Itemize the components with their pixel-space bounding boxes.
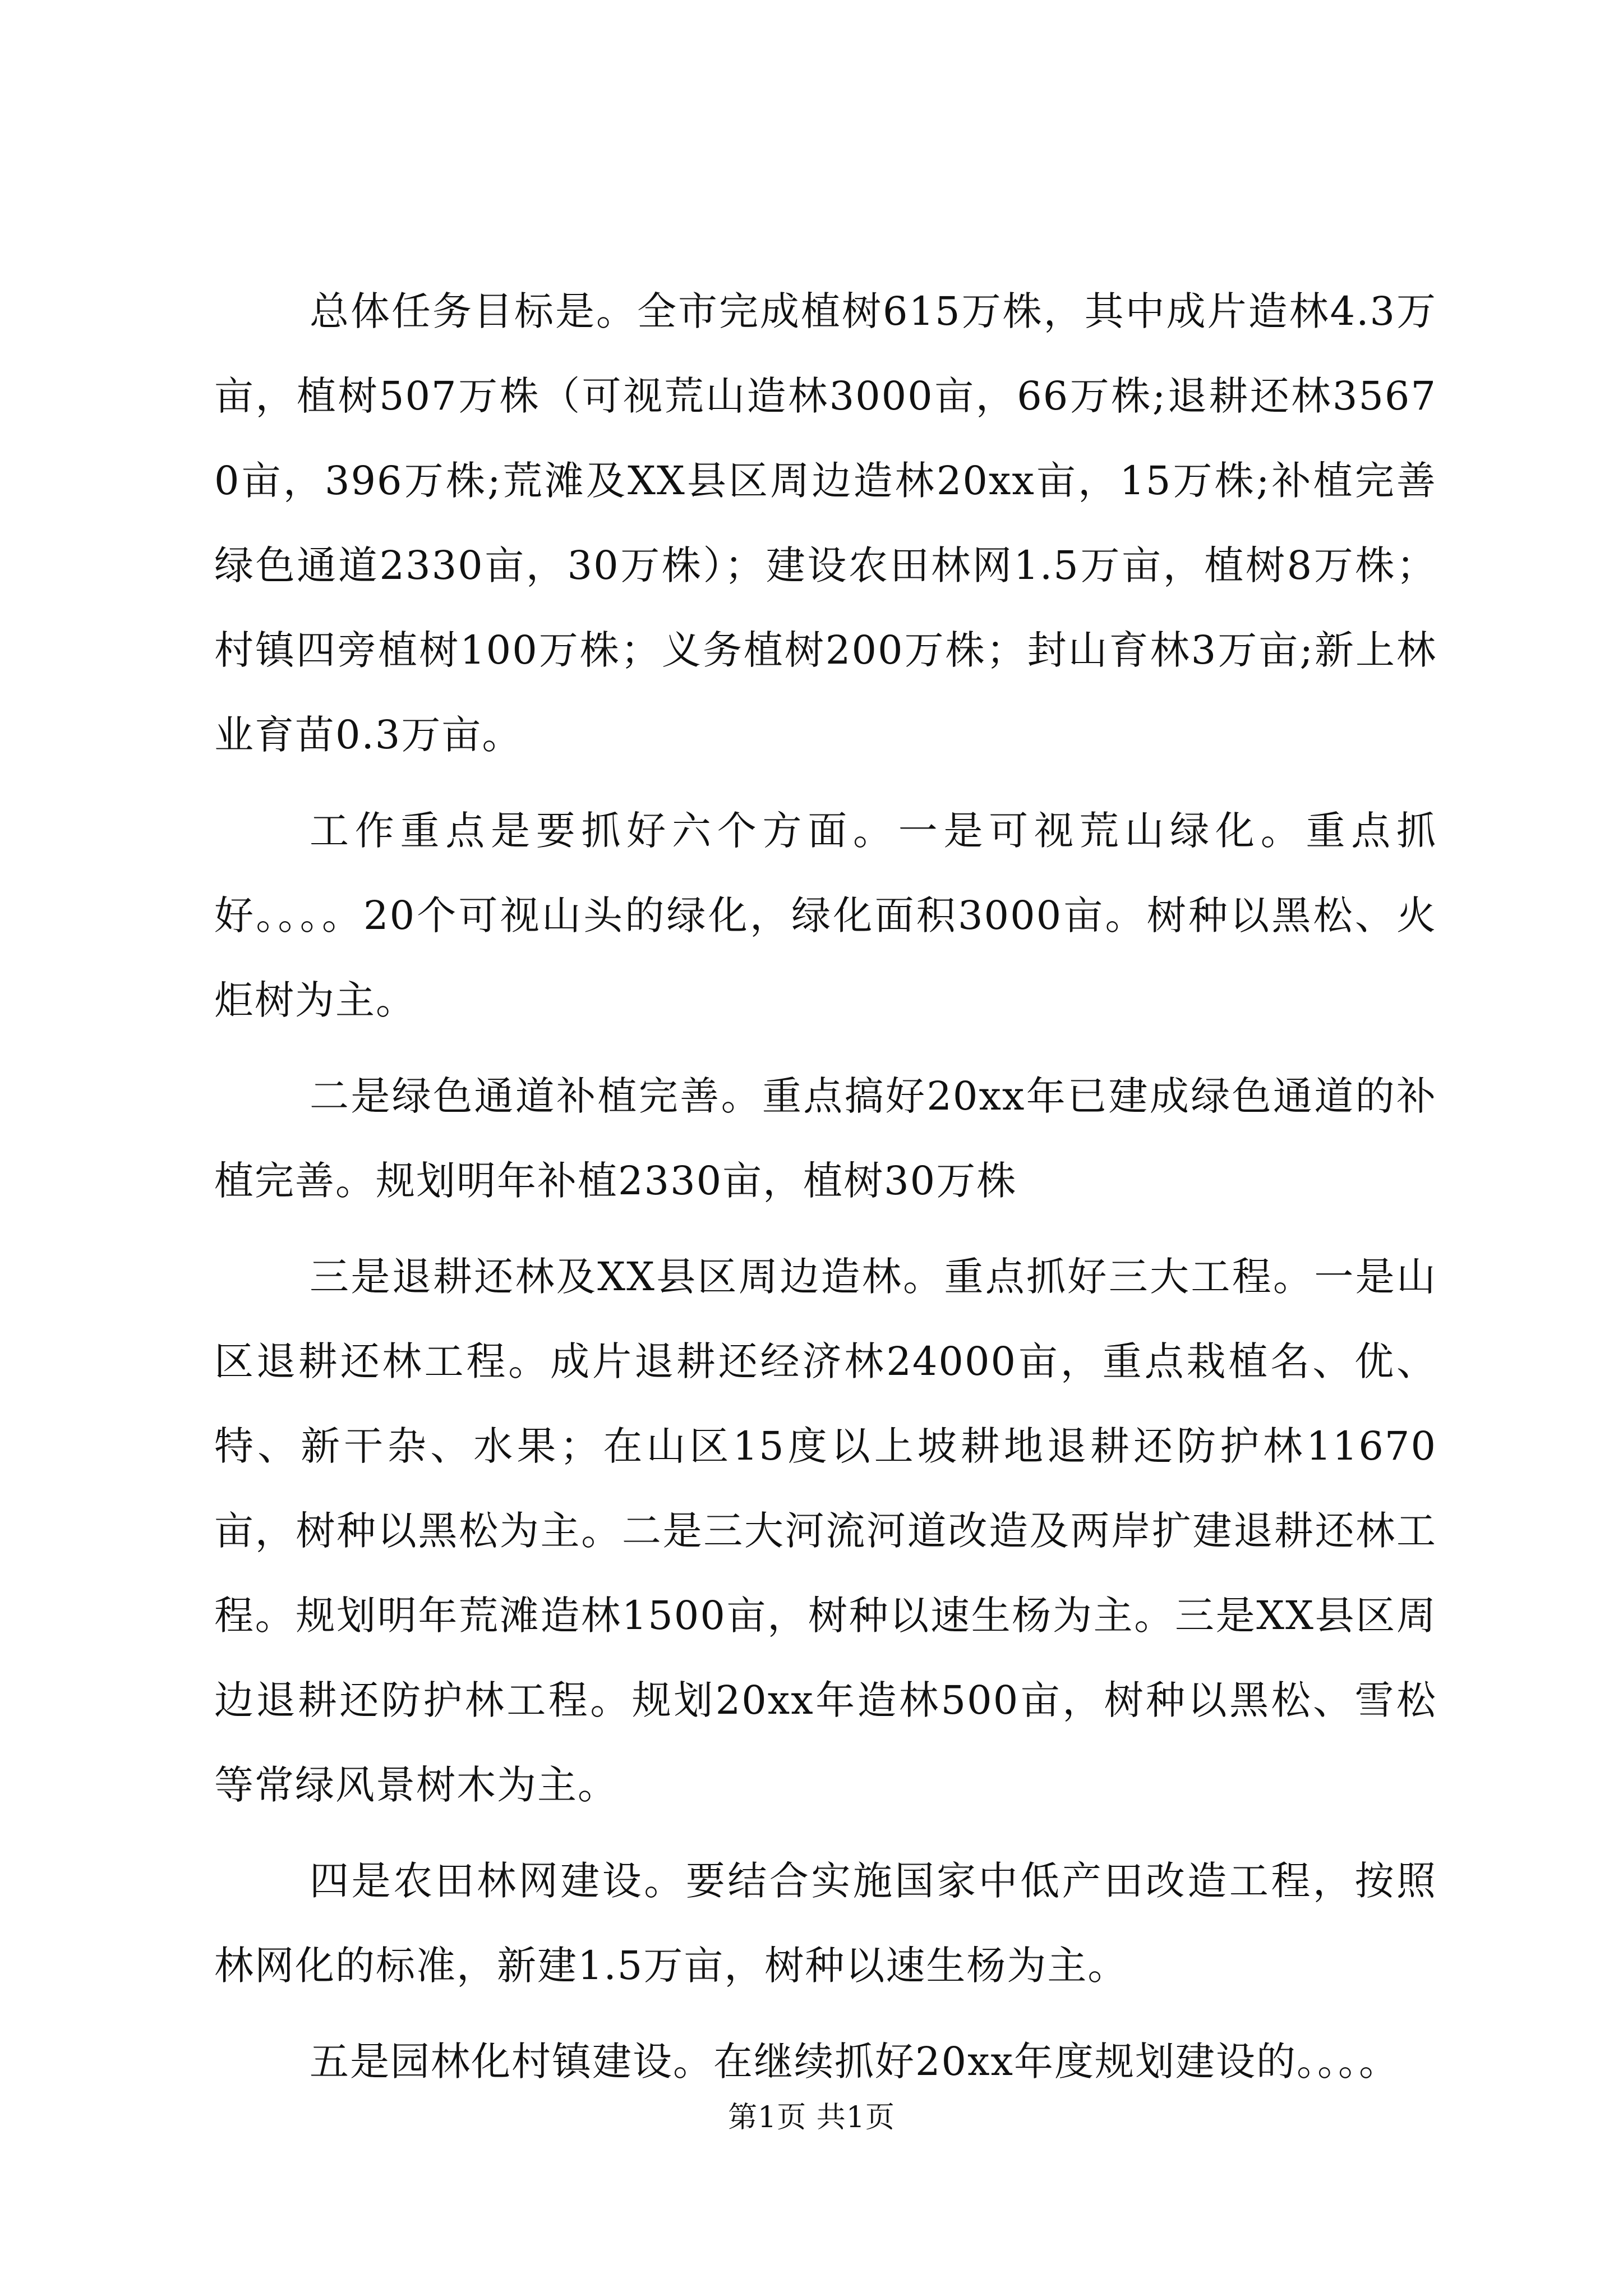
paragraph-green-corridor: 二是绿色通道补植完善。重点搞好20xx年已建成绿色通道的补植完善。规划明年补植2330亩，植树30万株 [214, 1073, 1437, 1204]
paragraph-reforestation: 三是退耕还林及XX县区周边造林。重点抓好三大工程。一是山区退耕还林工程。成片退耕还经济林24000亩，重点栽植名、优、特、新干杂、水果；在山区15度以上坡耕地退耕还防护林11670亩，树种以黑松为主。二是三大河流河道改造及两岸扩建退耕还林工程。规划明年荒滩造林1500亩，树种以速生杨为主。三是XX县区周边退耕还防护林工程。规划20xx年造林500亩，树种以黑松、雪松等常绿风景树木为主。 [214, 1254, 1437, 1808]
paragraph-village-landscaping: 五是园林化村镇建设。在继续抓好20xx年度规划建设的。。。。 [310, 2039, 1400, 2085]
page-footer: 第1页 共1页 [728, 2101, 895, 2134]
paragraph-work-focus: 工作重点是要抓好六个方面。一是可视荒山绿化。重点抓好。。。。20个可视山头的绿化，绿化面积3000亩。树种以黑松、火炬树为主。 [214, 808, 1437, 1023]
document-body [214, 269, 1437, 2115]
paragraph-farmland-network: 四是农田林网建设。要结合实施国家中低产田改造工程，按照林网化的标准，新建1.5万亩，树种以速生杨为主。 [214, 1858, 1437, 1989]
paragraph-overall-goal: 总体任务目标是。全市完成植树615万株，其中成片造林4.3万亩，植树507万株（可视荒山造林3000亩，66万株;退耕还林35670亩，396万株;荒滩及XX县区周边造林20xx亩，15万株;补植完善绿色通道2330亩，30万株）；建设农田林网1.5万亩，植树8万株；村镇四旁植树100万株；义务植树200万株；封山育林3万亩;新上林业育苗0.3万亩。 [214, 288, 1437, 758]
